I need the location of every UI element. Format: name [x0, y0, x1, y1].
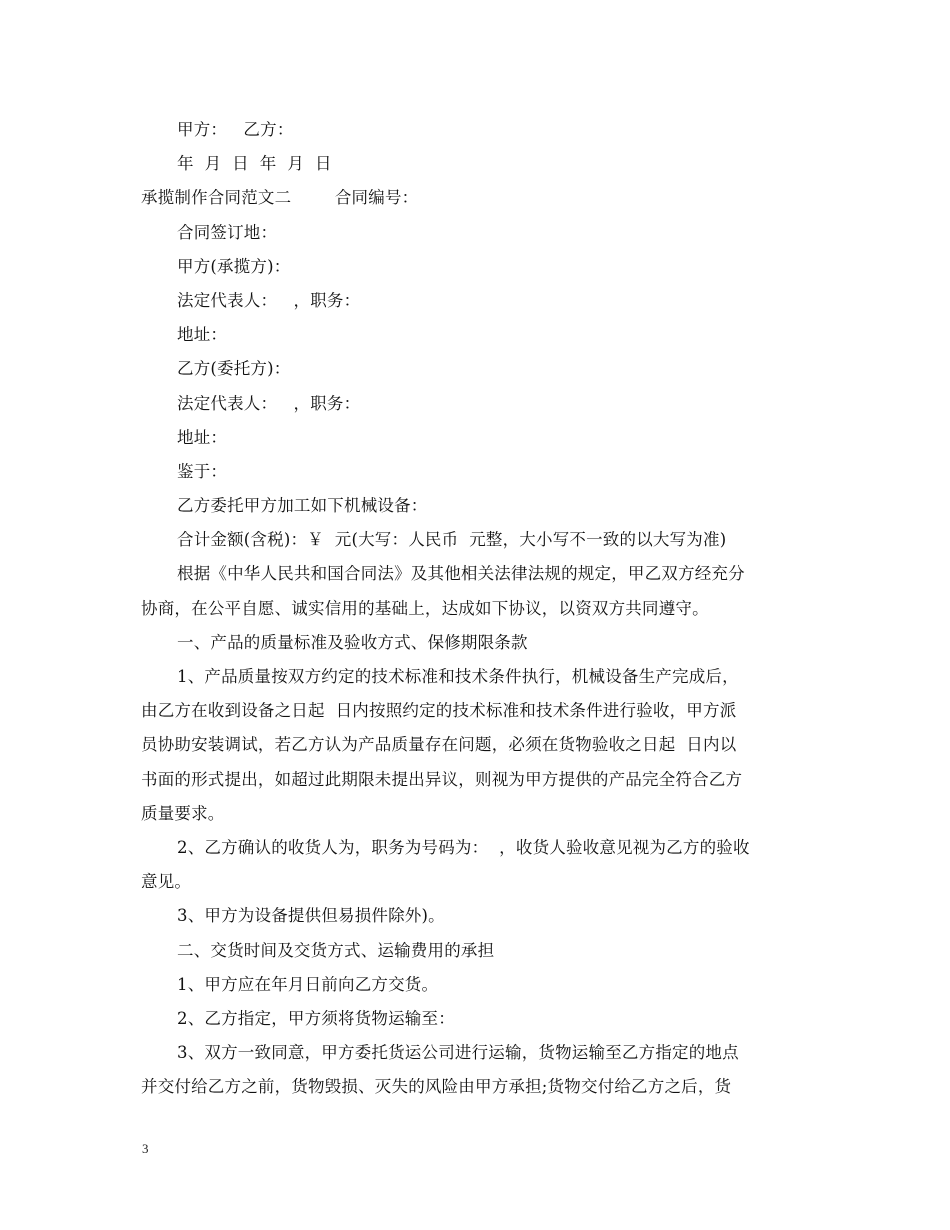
page-number: 3 [142, 1141, 149, 1156]
paragraph-line: 协商，在公平自愿、诚实信用的基础上，达成如下协议，以资双方共同遵守。 [141, 598, 709, 618]
paragraph-line: 3、甲方为设备提供但易损件除外)。 [177, 906, 445, 926]
contract-clauses [141, 557, 821, 1104]
paragraph-line: 3、双方一致同意，甲方委托货运公司进行运输，货物运输至乙方指定的地点 [177, 1043, 739, 1063]
document-line: 地址： [177, 325, 228, 345]
header-fields [141, 113, 821, 557]
paragraph [141, 626, 821, 660]
paragraph [141, 899, 821, 933]
paragraph-line: 员协助安装调试，若乙方认为产品质量存在问题，必须在货物验收之日起 日内以 [141, 735, 737, 755]
paragraph-line: 1、产品质量按双方约定的技术标准和技术条件执行，机械设备生产完成后， [177, 667, 739, 687]
document-line: 法定代表人： ，职务： [177, 393, 361, 413]
document-line: 甲方： 乙方： [177, 120, 294, 139]
paragraph-line: 1、甲方应在年月日前向乙方交货。 [177, 974, 439, 994]
paragraph [141, 934, 821, 968]
paragraph [141, 557, 821, 625]
paragraph-line: 书面的形式提出，如超过此期限未提出异议，则视为甲方提供的产品完全符合乙方 [141, 769, 743, 789]
document-line: 承揽制作合同范文二 合同编号： [141, 188, 419, 208]
document-line: 法定代表人： ，职务： [177, 290, 361, 310]
paragraph [141, 968, 821, 1002]
document-line: 年 月 日 年 月 日 [177, 154, 332, 174]
document-line: 合同签订地： [177, 222, 278, 242]
paragraph-line: 并交付给乙方之前，货物毁损、灭失的风险由甲方承担;货物交付给乙方之后，货 [141, 1077, 732, 1097]
paragraph-line: 2、乙方指定，甲方须将货物运输至： [177, 1009, 455, 1029]
paragraph-line: 一、产品的质量标准及验收方式、保修期限条款 [177, 632, 528, 652]
paragraph-line: 根据《中华人民共和国合同法》及其他相关法律法规的规定，甲乙双方经充分 [177, 564, 745, 584]
paragraph [141, 1036, 821, 1104]
document-line: 鉴于： [177, 461, 228, 481]
document-line: 乙方委托甲方加工如下机械设备： [177, 496, 428, 516]
document-line: 甲方(承揽方)： [177, 256, 291, 276]
paragraph-line: 2、乙方确认的收货人为，职务为号码为： ，收货人验收意见视为乙方的验收 [177, 838, 750, 858]
document-line: 乙方(委托方)： [177, 359, 291, 379]
paragraph [141, 831, 821, 899]
paragraph [141, 1002, 821, 1036]
paragraph-line: 二、交货时间及交货方式、运输费用的承担 [177, 940, 495, 960]
document-line: 合计金额(含税)：￥ 元(大写：人民币 元整，大小写不一致的以大写为准) [177, 530, 727, 550]
document-body [141, 113, 821, 1105]
paragraph-line: 由乙方在收到设备之日起 日内按照约定的技术标准和技术条件进行验收，甲方派 [141, 701, 737, 721]
paragraph-line: 意见。 [141, 872, 192, 892]
paragraph-line: 质量要求。 [141, 803, 225, 823]
paragraph [141, 660, 821, 831]
document-line: 地址： [177, 427, 228, 447]
